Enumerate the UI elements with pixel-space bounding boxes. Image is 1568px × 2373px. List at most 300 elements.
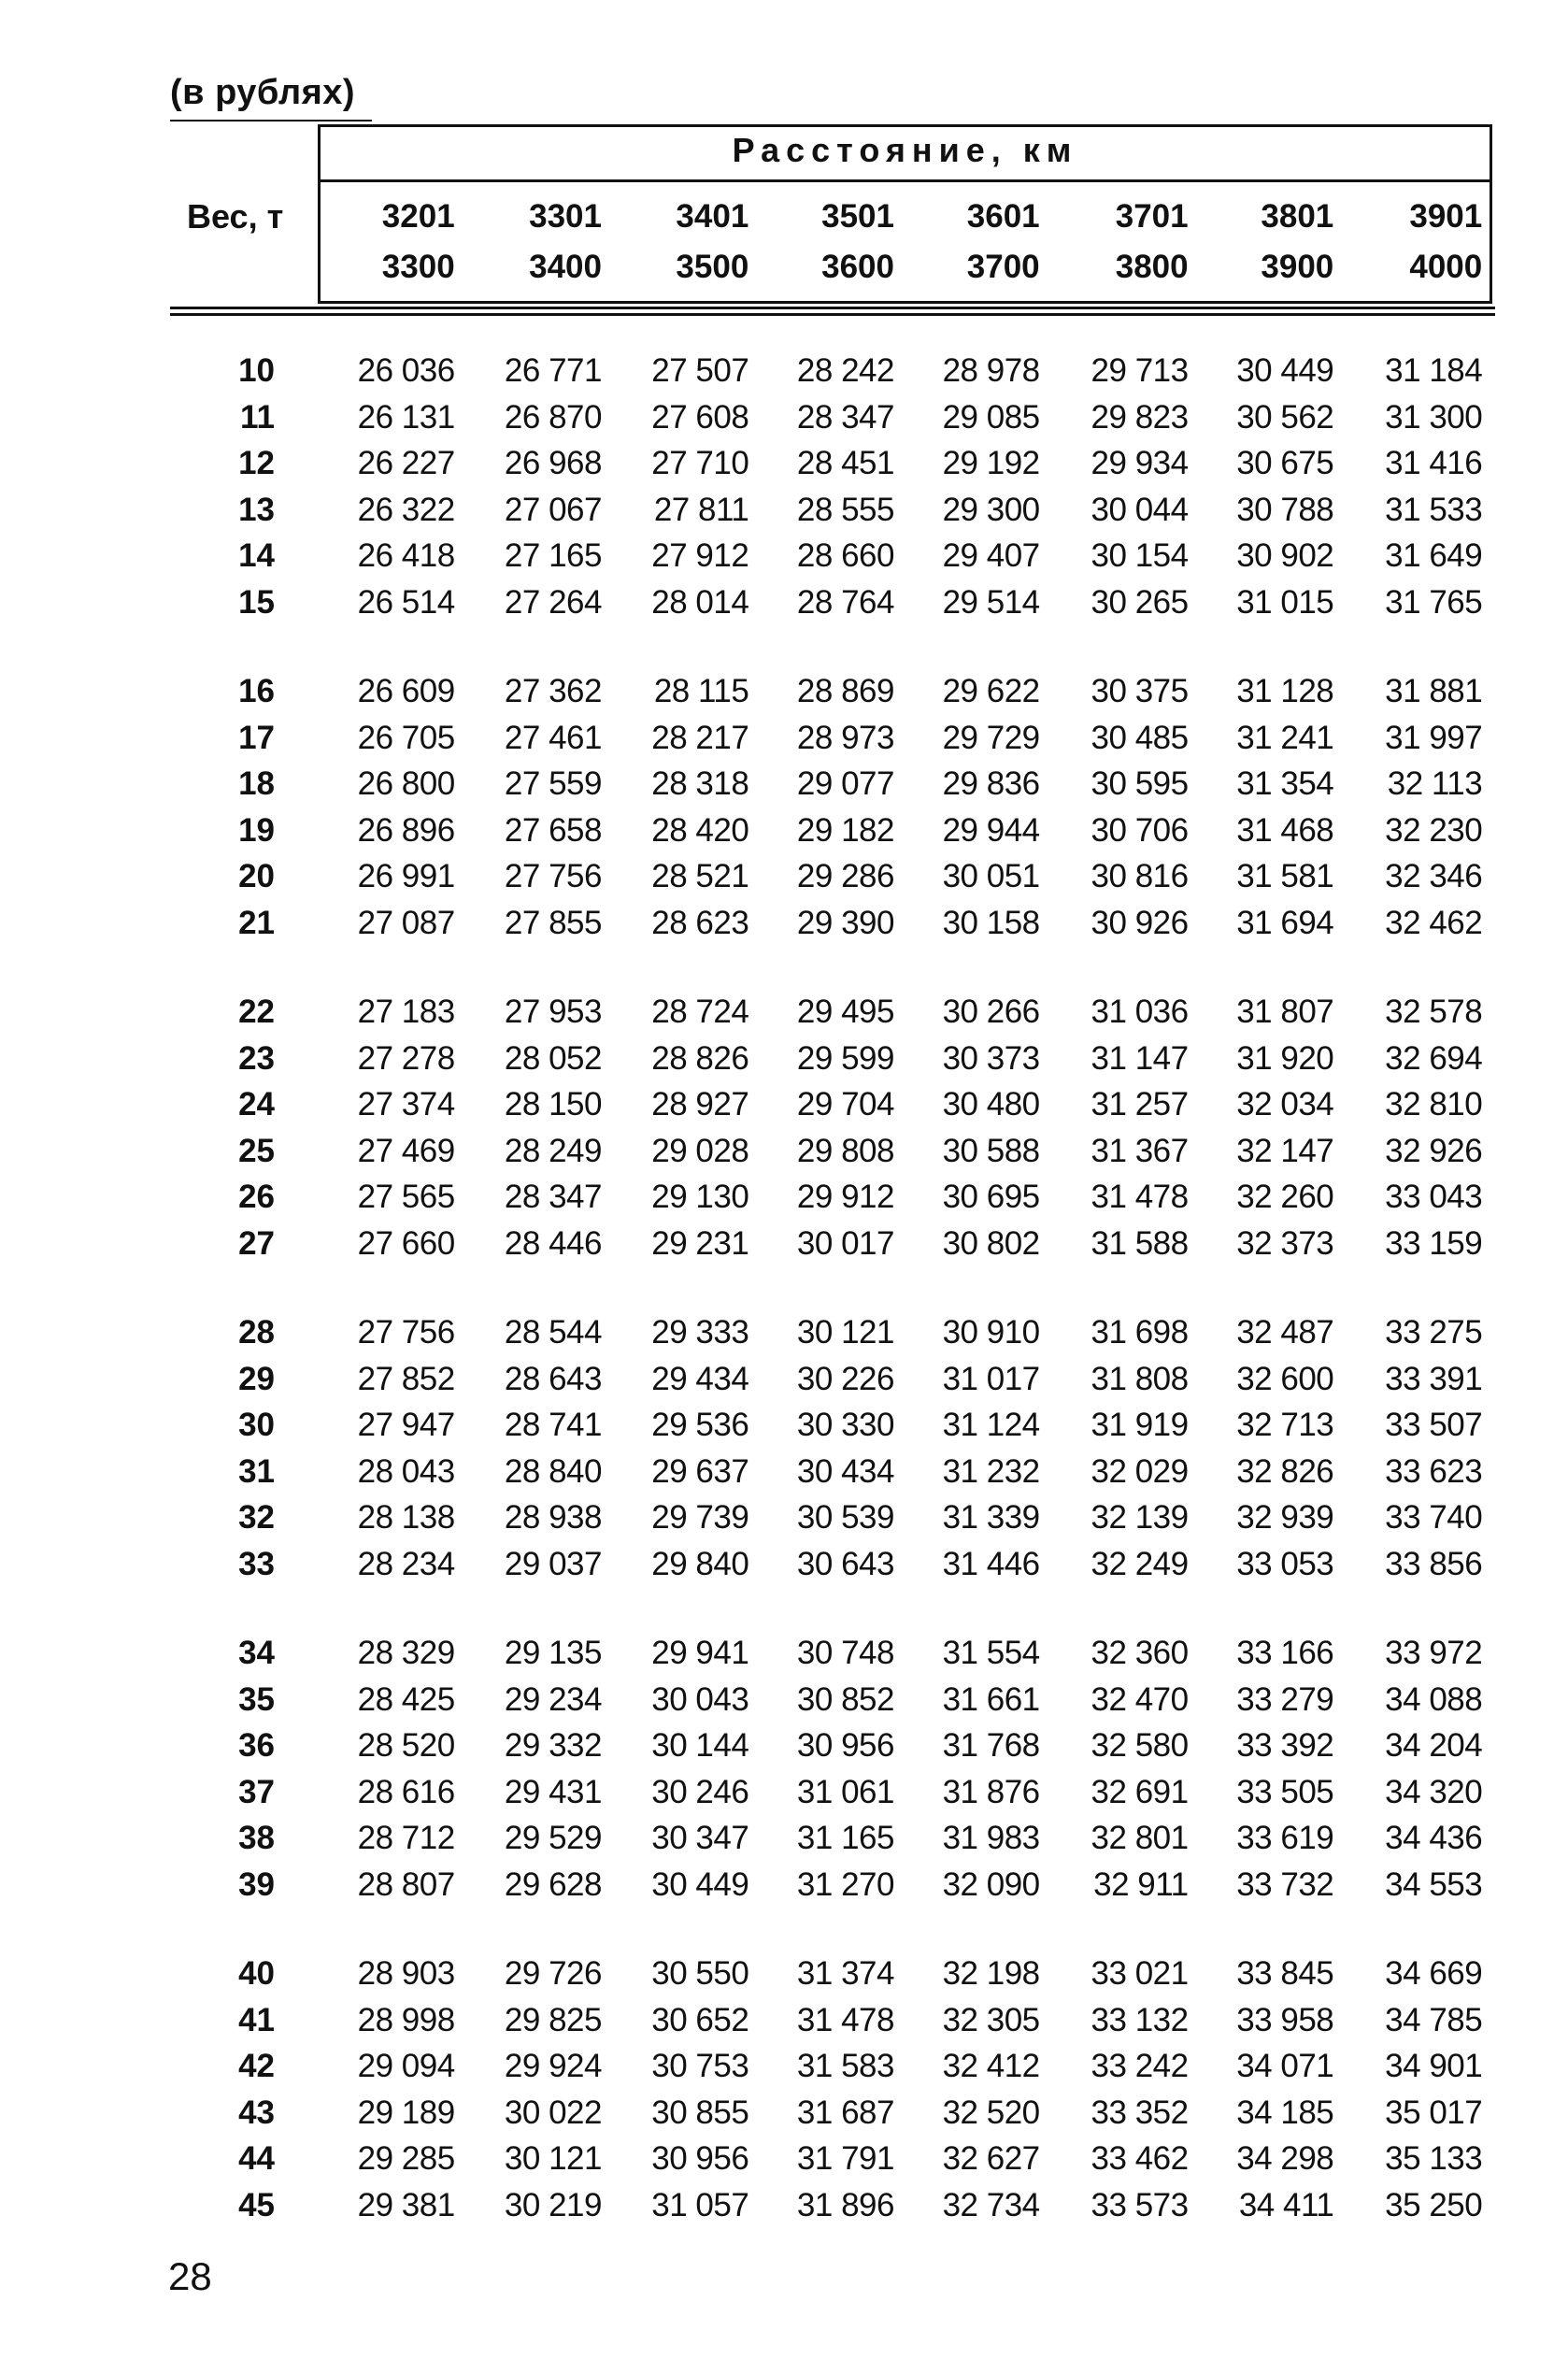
price-cell: 27 374	[357, 1086, 455, 1122]
price-cell: 30 022	[504, 2094, 602, 2131]
price-cell: 32 691	[1090, 1773, 1189, 1810]
price-cell: 30 562	[1236, 398, 1334, 436]
price-cell: 31 354	[1236, 765, 1334, 802]
weight-cell: 45	[238, 2186, 275, 2223]
price-cell: 29 231	[651, 1224, 749, 1262]
price-cell: 33 958	[1236, 2001, 1334, 2038]
row-group	[170, 668, 1495, 946]
price-cell: 28 555	[796, 491, 894, 528]
table-row	[170, 1815, 1495, 1862]
price-cell: 29 836	[942, 765, 1040, 802]
price-cell: 35 250	[1385, 2186, 1483, 2223]
price-cell: 29 529	[504, 1820, 602, 1856]
price-cell: 32 826	[1236, 1452, 1334, 1490]
price-cell: 29 637	[651, 1452, 749, 1490]
weight-cell: 30	[238, 1407, 275, 1443]
price-cell: 30 595	[1090, 765, 1189, 802]
price-cell: 26 131	[357, 398, 455, 436]
price-cell: 30 144	[651, 1727, 749, 1764]
price-cell: 31 061	[796, 1773, 894, 1810]
price-cell: 32 520	[942, 2094, 1040, 2131]
range-from: 3901	[1409, 198, 1483, 235]
weight-cell: 12	[238, 445, 275, 481]
price-cell: 27 469	[357, 1132, 455, 1169]
price-cell: 30 816	[1090, 858, 1189, 894]
price-cell: 26 514	[357, 583, 455, 621]
weight-cell: 37	[238, 1773, 275, 1810]
price-cell: 30 910	[942, 1314, 1040, 1351]
price-cell: 31 698	[1090, 1314, 1189, 1351]
price-cell: 28 138	[357, 1499, 455, 1536]
price-cell: 32 470	[1090, 1680, 1189, 1718]
row-group	[170, 1309, 1495, 1587]
table-row	[170, 394, 1495, 441]
weight-cell: 38	[238, 1820, 275, 1856]
price-cell: 28 544	[504, 1314, 602, 1351]
price-cell: 28 347	[796, 398, 894, 436]
price-cell: 28 903	[357, 1955, 455, 1992]
price-cell: 30 852	[796, 1680, 894, 1718]
price-cell: 28 249	[504, 1132, 602, 1169]
price-cell: 29 823	[1090, 398, 1189, 436]
weight-cell: 39	[238, 1866, 275, 1903]
price-cell: 27 461	[504, 719, 602, 756]
price-cell: 33 275	[1385, 1314, 1483, 1351]
distance-range-header	[627, 192, 748, 293]
price-cell: 26 322	[357, 491, 455, 528]
range-to: 3900	[1261, 249, 1334, 285]
price-cell: 29 037	[504, 1545, 602, 1582]
price-cell: 31 017	[942, 1360, 1040, 1397]
weight-cell: 41	[238, 2001, 275, 2038]
price-cell: 31 983	[942, 1820, 1040, 1856]
weight-cell: 36	[238, 1727, 275, 1764]
price-cell: 32 580	[1090, 1727, 1189, 1764]
price-cell: 29 332	[504, 1727, 602, 1764]
price-cell: 30 753	[651, 2048, 749, 2084]
range-from: 3201	[381, 198, 455, 235]
price-cell: 28 978	[942, 352, 1040, 389]
price-cell: 31 128	[1236, 673, 1334, 709]
price-cell: 30 926	[1090, 904, 1189, 941]
price-cell: 32 462	[1385, 904, 1483, 941]
weight-column-header: Вес, т	[187, 197, 284, 236]
price-cell: 28 217	[651, 719, 749, 756]
price-cell: 33 972	[1385, 1635, 1483, 1671]
price-cell: 32 578	[1385, 994, 1483, 1030]
price-cell: 30 539	[796, 1499, 894, 1536]
weight-cell: 40	[238, 1955, 275, 1992]
distance-range-header	[334, 192, 455, 293]
header-divider	[321, 179, 1490, 182]
weight-cell: 23	[238, 1039, 275, 1077]
price-cell: 33 619	[1236, 1820, 1334, 1856]
price-cell: 30 347	[651, 1820, 749, 1856]
price-cell: 28 446	[504, 1224, 602, 1262]
price-cell: 29 912	[796, 1179, 894, 1215]
price-cell: 32 801	[1090, 1820, 1189, 1856]
table-row	[170, 1036, 1495, 1082]
weight-cell: 34	[238, 1635, 275, 1671]
price-cell: 30 158	[942, 904, 1040, 941]
price-cell: 34 298	[1236, 2140, 1334, 2177]
price-cell: 34 411	[1238, 2186, 1334, 2223]
price-cell: 33 053	[1236, 1545, 1334, 1582]
price-cell: 26 896	[357, 811, 455, 849]
price-cell: 30 265	[1090, 583, 1189, 621]
table-row	[170, 1630, 1495, 1677]
price-cell: 35 017	[1385, 2094, 1483, 2131]
table-row	[170, 1769, 1495, 1816]
range-from: 3701	[1115, 198, 1189, 235]
price-cell: 31 687	[796, 2094, 894, 2131]
price-cell: 31 015	[1236, 583, 1334, 621]
price-cell: 31 588	[1090, 1224, 1189, 1262]
price-cell: 29 407	[942, 537, 1040, 574]
weight-cell: 28	[238, 1314, 275, 1351]
price-cell: 32 360	[1090, 1635, 1189, 1671]
price-cell: 29 924	[504, 2048, 602, 2084]
price-cell: 31 583	[796, 2048, 894, 2084]
table-row	[170, 1081, 1495, 1128]
price-cell: 30 550	[651, 1955, 749, 1992]
price-cell: 29 941	[651, 1635, 749, 1671]
price-cell: 30 706	[1090, 811, 1189, 849]
price-cell: 26 418	[357, 537, 455, 574]
row-group	[170, 989, 1495, 1266]
price-cell: 27 608	[651, 398, 749, 436]
tariff-table-body	[170, 348, 1495, 2271]
price-cell: 31 478	[1090, 1179, 1189, 1215]
range-to: 3300	[381, 249, 455, 285]
price-cell: 29 934	[1090, 445, 1189, 481]
price-cell: 31 184	[1385, 352, 1483, 389]
price-cell: 29 130	[651, 1179, 749, 1215]
header-rule-top	[170, 307, 1495, 309]
price-cell: 30 956	[796, 1727, 894, 1764]
price-cell: 28 938	[504, 1499, 602, 1536]
weight-cell: 33	[238, 1545, 275, 1582]
price-cell: 31 374	[796, 1955, 894, 1992]
price-cell: 33 462	[1090, 2140, 1189, 2177]
price-cell: 30 695	[942, 1179, 1040, 1215]
price-cell: 33 279	[1236, 1680, 1334, 1718]
price-cell: 27 183	[357, 994, 455, 1030]
price-cell: 29 286	[796, 858, 894, 894]
price-cell: 28 115	[653, 673, 749, 709]
price-cell: 29 094	[357, 2048, 455, 2084]
price-cell: 28 712	[357, 1820, 455, 1856]
table-row	[170, 853, 1495, 900]
table-row	[170, 1402, 1495, 1449]
price-cell: 31 554	[942, 1635, 1040, 1671]
table-row	[170, 1174, 1495, 1221]
price-cell: 33 505	[1236, 1773, 1334, 1810]
price-cell: 28 347	[504, 1179, 602, 1215]
price-cell: 32 694	[1385, 1039, 1483, 1077]
price-cell: 30 219	[504, 2186, 602, 2223]
price-cell: 34 553	[1385, 1866, 1483, 1903]
price-cell: 31 768	[942, 1727, 1040, 1764]
price-cell: 31 339	[942, 1499, 1040, 1536]
table-row	[170, 348, 1495, 394]
table-row	[170, 1356, 1495, 1403]
table-row	[170, 1494, 1495, 1541]
weight-cell: 25	[238, 1132, 275, 1169]
price-cell: 29 431	[504, 1773, 602, 1810]
price-cell: 27 278	[357, 1039, 455, 1077]
price-cell: 27 912	[651, 537, 749, 574]
weight-cell: 11	[240, 398, 275, 436]
price-cell: 28 521	[651, 858, 749, 894]
price-cell: 31 533	[1385, 491, 1483, 528]
price-cell: 32 734	[942, 2186, 1040, 2223]
price-cell: 29 182	[796, 811, 894, 849]
price-cell: 30 480	[942, 1086, 1040, 1122]
price-cell: 28 014	[651, 583, 749, 621]
range-from: 3601	[966, 198, 1040, 235]
price-cell: 31 997	[1385, 719, 1483, 756]
table-row	[170, 1677, 1495, 1723]
price-cell: 26 771	[504, 352, 602, 389]
distance-range-header	[1361, 192, 1482, 293]
price-cell: 31 807	[1236, 994, 1334, 1030]
range-from: 3301	[529, 198, 602, 235]
table-row	[170, 761, 1495, 808]
price-cell: 34 785	[1385, 2001, 1483, 2038]
price-cell: 33 352	[1090, 2094, 1189, 2131]
table-row	[170, 989, 1495, 1036]
price-cell: 27 710	[651, 445, 749, 481]
price-cell: 29 628	[504, 1866, 602, 1903]
price-cell: 33 392	[1236, 1727, 1334, 1764]
price-cell: 32 346	[1385, 858, 1483, 894]
price-cell: 26 705	[357, 719, 455, 756]
price-cell: 27 953	[504, 994, 602, 1030]
table-row	[170, 2090, 1495, 2137]
price-cell: 30 121	[796, 1314, 894, 1351]
price-cell: 33 242	[1090, 2048, 1189, 2084]
price-cell: 29 729	[942, 719, 1040, 756]
price-cell: 26 870	[504, 398, 602, 436]
price-cell: 26 609	[357, 673, 455, 709]
distance-range-header	[1067, 192, 1189, 293]
table-row	[170, 440, 1495, 487]
table-row	[170, 1862, 1495, 1908]
price-cell: 31 124	[942, 1407, 1040, 1443]
price-cell: 34 204	[1385, 1727, 1483, 1764]
price-cell: 31 270	[796, 1866, 894, 1903]
price-cell: 30 051	[942, 858, 1040, 894]
price-cell: 32 373	[1236, 1224, 1334, 1262]
price-cell: 31 232	[942, 1452, 1040, 1490]
price-cell: 32 090	[942, 1866, 1040, 1903]
price-cell: 34 320	[1385, 1773, 1483, 1810]
price-cell: 28 973	[796, 719, 894, 756]
table-row	[170, 2182, 1495, 2229]
price-cell: 28 425	[357, 1680, 455, 1718]
price-cell: 33 845	[1236, 1955, 1334, 1992]
price-cell: 32 810	[1385, 1086, 1483, 1122]
price-cell: 28 150	[504, 1086, 602, 1122]
price-cell: 28 927	[651, 1086, 749, 1122]
distance-title: Расстояние, км	[732, 131, 1078, 169]
price-cell: 28 623	[651, 904, 749, 941]
price-cell: 30 226	[796, 1360, 894, 1397]
price-cell: 33 732	[1236, 1866, 1334, 1903]
price-cell: 28 329	[357, 1635, 455, 1671]
price-cell: 31 300	[1385, 398, 1483, 436]
table-row	[170, 1997, 1495, 2044]
weight-cell: 44	[238, 2140, 275, 2177]
price-cell: 26 227	[357, 445, 455, 481]
table-row	[170, 808, 1495, 854]
range-from: 3801	[1261, 198, 1334, 235]
price-cell: 33 856	[1385, 1545, 1483, 1582]
price-cell: 29 726	[504, 1955, 602, 1992]
price-cell: 28 998	[357, 2001, 455, 2038]
price-cell: 31 876	[942, 1773, 1040, 1810]
table-row	[170, 1449, 1495, 1495]
price-cell: 31 036	[1090, 994, 1189, 1030]
price-cell: 30 675	[1236, 445, 1334, 481]
distance-range-header	[919, 192, 1040, 293]
price-cell: 30 246	[651, 1773, 749, 1810]
table-row	[170, 2136, 1495, 2182]
table-row	[170, 2043, 1495, 2090]
price-cell: 31 649	[1385, 537, 1483, 574]
price-cell: 29 434	[651, 1360, 749, 1397]
price-cell: 31 257	[1090, 1086, 1189, 1122]
range-to: 3600	[821, 249, 894, 285]
price-cell: 27 947	[357, 1407, 455, 1443]
price-cell: 28 807	[357, 1866, 455, 1903]
price-cell: 30 643	[796, 1545, 894, 1582]
price-cell: 31 478	[796, 2001, 894, 2038]
price-cell: 32 147	[1236, 1132, 1334, 1169]
price-cell: 30 044	[1090, 491, 1189, 528]
price-cell: 29 825	[504, 2001, 602, 2038]
price-cell: 32 198	[942, 1955, 1040, 1992]
price-cell: 28 840	[504, 1452, 602, 1490]
price-cell: 33 573	[1090, 2186, 1189, 2223]
price-cell: 31 147	[1090, 1039, 1189, 1077]
price-cell: 31 367	[1090, 1132, 1189, 1169]
range-to: 4000	[1409, 249, 1483, 285]
price-cell: 31 446	[942, 1545, 1040, 1582]
weight-cell: 19	[238, 811, 275, 849]
table-row	[170, 1541, 1495, 1588]
price-cell: 31 791	[796, 2140, 894, 2177]
price-cell: 29 514	[942, 583, 1040, 621]
weight-cell: 24	[238, 1086, 275, 1122]
table-row	[170, 900, 1495, 947]
price-cell: 31 241	[1236, 719, 1334, 756]
price-cell: 32 412	[942, 2048, 1040, 2084]
table-row	[170, 668, 1495, 715]
price-cell: 30 652	[651, 2001, 749, 2038]
weight-cell: 32	[238, 1499, 275, 1536]
price-cell: 29 028	[651, 1132, 749, 1169]
price-cell: 30 956	[651, 2140, 749, 2177]
weight-cell: 42	[238, 2048, 275, 2084]
price-cell: 28 826	[651, 1039, 749, 1077]
price-cell: 33 159	[1385, 1224, 1483, 1262]
weight-cell: 10	[238, 352, 275, 389]
price-cell: 29 704	[796, 1086, 894, 1122]
range-from: 3501	[821, 198, 894, 235]
price-cell: 29 713	[1090, 352, 1189, 389]
price-cell: 31 468	[1236, 811, 1334, 849]
price-cell: 29 135	[504, 1635, 602, 1671]
table-header	[170, 124, 1495, 307]
weight-cell: 14	[238, 537, 275, 574]
price-cell: 28 869	[796, 673, 894, 709]
weight-cell: 26	[238, 1179, 275, 1215]
price-cell: 34 088	[1385, 1680, 1483, 1718]
price-cell: 31 919	[1090, 1407, 1189, 1443]
price-cell: 33 132	[1090, 2001, 1189, 2038]
price-cell: 32 260	[1236, 1179, 1334, 1215]
price-cell: 34 436	[1385, 1820, 1483, 1856]
price-cell: 30 449	[1236, 352, 1334, 389]
table-row	[170, 1723, 1495, 1769]
header-rule-bottom	[170, 313, 1495, 316]
price-cell: 32 034	[1236, 1086, 1334, 1122]
price-cell: 28 520	[357, 1727, 455, 1764]
price-cell: 27 067	[504, 491, 602, 528]
price-cell: 27 559	[504, 765, 602, 802]
weight-cell: 27	[238, 1224, 275, 1262]
price-cell: 34 669	[1385, 1955, 1483, 1992]
price-cell: 26 991	[357, 858, 455, 894]
weight-cell: 17	[238, 719, 275, 756]
price-cell: 28 451	[796, 445, 894, 481]
range-to: 3700	[966, 249, 1040, 285]
price-cell: 30 902	[1236, 537, 1334, 574]
price-cell: 28 643	[504, 1360, 602, 1397]
price-cell: 32 911	[1093, 1866, 1189, 1903]
price-cell: 30 017	[796, 1224, 894, 1262]
price-cell: 29 285	[357, 2140, 455, 2177]
distance-range-header	[1212, 192, 1333, 293]
price-cell: 29 840	[651, 1545, 749, 1582]
price-cell: 29 085	[942, 398, 1040, 436]
price-cell: 30 121	[504, 2140, 602, 2177]
price-cell: 28 616	[357, 1773, 455, 1810]
price-cell: 32 713	[1236, 1407, 1334, 1443]
units-underline	[170, 120, 372, 122]
price-cell: 26 036	[357, 352, 455, 389]
table-row	[170, 1128, 1495, 1175]
weight-cell: 35	[238, 1680, 275, 1718]
price-cell: 33 166	[1236, 1635, 1334, 1671]
price-cell: 34 901	[1385, 2048, 1483, 2084]
range-from: 3401	[676, 198, 749, 235]
price-cell: 28 724	[651, 994, 749, 1030]
weight-cell: 29	[238, 1360, 275, 1397]
price-cell: 27 264	[504, 583, 602, 621]
price-cell: 31 661	[942, 1680, 1040, 1718]
price-cell: 31 165	[796, 1820, 894, 1856]
price-cell: 28 052	[504, 1039, 602, 1077]
price-cell: 30 330	[796, 1407, 894, 1443]
table-row	[170, 1951, 1495, 1997]
price-cell: 27 756	[357, 1314, 455, 1351]
price-cell: 31 416	[1385, 445, 1483, 481]
price-cell: 27 087	[357, 904, 455, 941]
price-cell: 31 881	[1385, 673, 1483, 709]
